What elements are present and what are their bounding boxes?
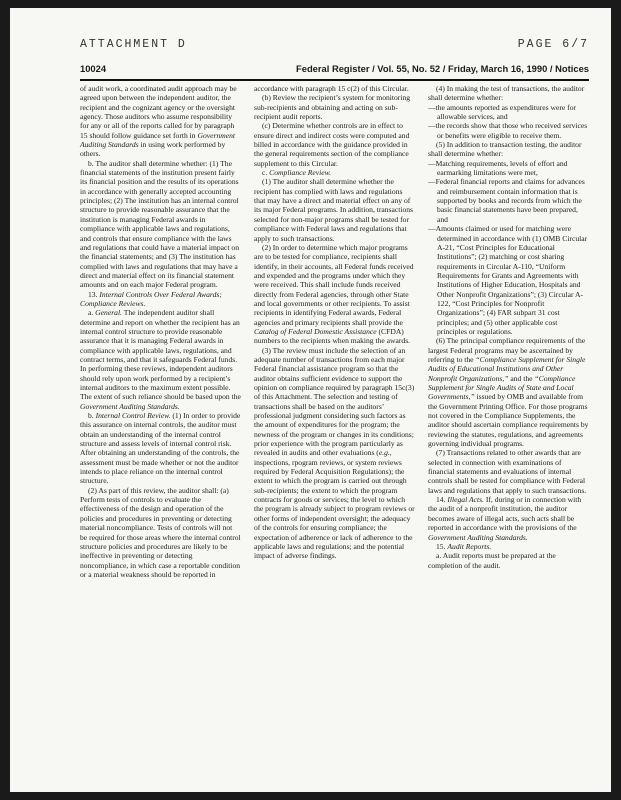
paragraph: b. Internal Control Review. (1) In order to provide this assurance on internal controls, the auditor must obtain an understanding of the internal control structure and assess levels of internal control risk. After obtaining an understanding of the controls, the assessment must be made whether or not the auditor intends to place reliance on the internal control structure. — [80, 411, 241, 486]
running-head: Federal Register / Vol. 55, No. 52 / Friday, March 16, 1990 / Notices — [296, 63, 589, 74]
header-rule — [80, 79, 589, 81]
paragraph: of audit work, a coordinated audit approach may be agreed upon between the independent auditor, the recipient and the cognizant agency or the oversight agency. Those auditors who assume responsibility for any or all of the reports called for by paragraph 15 should follow guidance set forth in Government Auditing Standards in using work performed by others. — [80, 84, 237, 159]
paragraph: (6) The principal compliance requirements of the largest Federal programs may be ascertained by referring to the “Compliance Supplement for Single Audits of Educational Institutions and Other Nonprofit Organizations,” and the “Compliance Supplement for Single Audits of State and Local Governments,” issued by OMB and available from the Government Printing Office. For those programs not covered in the Compliance Supplements, the auditor should ascertain compliance requirements by reviewing the statutes, regulations, and agreements governing individual programs. — [428, 336, 589, 449]
paragraph: —Matching requirements, levels of effort and earmarking limitations were met, — [428, 158, 568, 178]
column-1 — [80, 84, 241, 784]
paragraph: —Federal financial reports and claims for advances and reimbursement contain information that is supported by books and records from which the basic financial statements have been prepared, and — [428, 177, 585, 224]
paragraph: 13. Internal Controls Over Federal Awards; Compliance Reviews. — [80, 289, 222, 308]
paragraph: (4) In making the test of transactions, the auditor shall determine whether: — [428, 84, 585, 103]
paragraph: —the amounts reported as expenditures were for allowable services, and — [428, 102, 577, 122]
paragraph: (2) In order to determine which major programs are to be tested for compliance, recipients shall identify, in their accounts, all Federal funds received and expended and the programs under which they were received. This shall include funds received directly from Federal agencies, through other State and local governments or other recipients. To assist recipients in identifying Federal awards, Federal agencies and primary recipients shall provide the Catalog of Federal Domestic Assistance (CFDA) numbers to the recipients when making the awards. — [254, 242, 414, 346]
paragraph: 14. Illegal Acts. If, during or in connection with the audit of a nonprofit institution, the auditor becomes aware of illegal acts, such acts shall be reported in accordance with the provisions of the Government Auditing Standards. — [428, 495, 582, 542]
attachment-label: ATTACHMENT D — [80, 38, 187, 51]
paragraph: (b) Review the recipient’s system for monitoring sub-recipients and obtaining and acting on sub-recipient audit reports. — [254, 93, 411, 122]
paragraph: b. The auditor shall determine whether: (1) The financial statements of the institution present fairly its financial position and the results of its operations in accordance with generally accepted accounting principles; (2) The institution has an internal control structure to provide reasonable assurance that the institution is managing Federal awards in compliance with applicable laws and regulations, and controls that ensure compliance with the laws and regulations that could have a material impact on the financial statements; and (3) The institution has complied with laws and regulations that may have a direct and material effect on its financial statement amounts and on each major Federal program. — [80, 158, 239, 290]
paragraph: —Amounts claimed or used for matching were determined in accordance with (1) OMB Circular A-21, “Cost Principles for Educational Institutions”; (2) matching or cost sharing requirements in Circular A-110, “Uniform Requirements for Grants and Agreements with Institutions of Higher Education, Hospitals and Other Nonprofit Organizations”; (3) Circular A-122, “Cost Principles for Nonprofit Organizations”; (4) FAR subpart 31 cost principles; and (5) other applicable cost principles or regulations. — [428, 224, 588, 336]
paragraph: (2) As part of this review, the auditor shall: (a) Perform tests of controls to evaluate the effectiveness of the design and operation of the policies and procedures in preventing or detecting material noncompliance. Tests of controls will not be required for those areas where the internal control structure policies and procedures are likely to be ineffective in preventing or detecting noncompliance, in which case a reportable condition or a material weakness should be reported in — [80, 485, 241, 579]
paragraph: c. Compliance Review. — [262, 168, 332, 178]
column-2 — [254, 84, 415, 784]
paragraph: —the records show that those who received services or benefits were eligible to receive them. — [428, 121, 588, 140]
paragraph: a. Audit reports must be prepared at the completion of the audit. — [428, 551, 556, 570]
paragraph: (1) The auditor shall determine whether the recipient has complied with laws and regulations that may have a direct and material effect on any of its major Federal programs. In addition, transactions selected for non-major programs shall be tested for compliance with Federal laws and regulations that apply to such transactions. — [254, 177, 414, 243]
paragraph: (5) In addition to transaction testing, the auditor shall determine whether: — [428, 140, 582, 159]
paragraph: 15. Audit Reports. — [436, 541, 492, 551]
running-header — [80, 61, 589, 77]
page-number: 10024 — [80, 63, 107, 74]
paragraph: (c) Determine whether controls are in effect to ensure direct and indirect costs were computed and billed in accordance with the guidance provided in the general requirements section of the compliance supplement to this Circular. — [254, 121, 410, 168]
paragraph: (7) Transactions related to other awards that are selected in connection with examinations of financial statements and evaluations of internal controls shall be tested for compliance with Federal laws and regulations that apply to such transactions. — [428, 448, 587, 495]
document-page — [10, 8, 611, 792]
paragraph: a. General. The independent auditor shall determine and report on whether the recipient has an internal control structure to provide reasonable assurance that it is managing Federal awards in compliance with applicable laws, regulations, and contract terms, and that it safeguards Federal funds. In performing these reviews, independent auditors should rely upon work performed by a recipient’s internal auditors to the maximum extent possible. The extent of such reliance should be based upon the Government Auditing Standards. — [80, 308, 241, 411]
column-3 — [428, 84, 589, 784]
paragraph: (3) The review must include the selection of an adequate number of transactions from each major Federal financial assistance program so that the auditor obtains sufficient evidence to support the opinion on compliance required by paragraph 15c(3) of this Attachment. The selection and testing of transactions shall be based on the auditors’ professional judgment considering such factors as the amount of expenditures for the program; the newness of the program or changes in its conditions; prior experience with the program particularly as revealed in audits and other evaluations (e.g., inspections, rpogram reviews, or system reviews required by Federal Acquisition Regulations); the extent to which the program is carried out through sub-recipients; the extent to which the program contracts for goods or services; the level to which the program is already subject to program reviews or other forms of independent oversight; the adequacy of the controls for ensuring compliance; the expectation of adherence or lack of adherence to the applicable laws and regulations; and the potential impact of adverse findings. — [254, 345, 415, 561]
paragraph: accordance with paragraph 15 c(2) of this Circular. — [254, 84, 409, 93]
page-label: PAGE 6/7 — [517, 38, 589, 51]
text-columns — [80, 84, 589, 784]
